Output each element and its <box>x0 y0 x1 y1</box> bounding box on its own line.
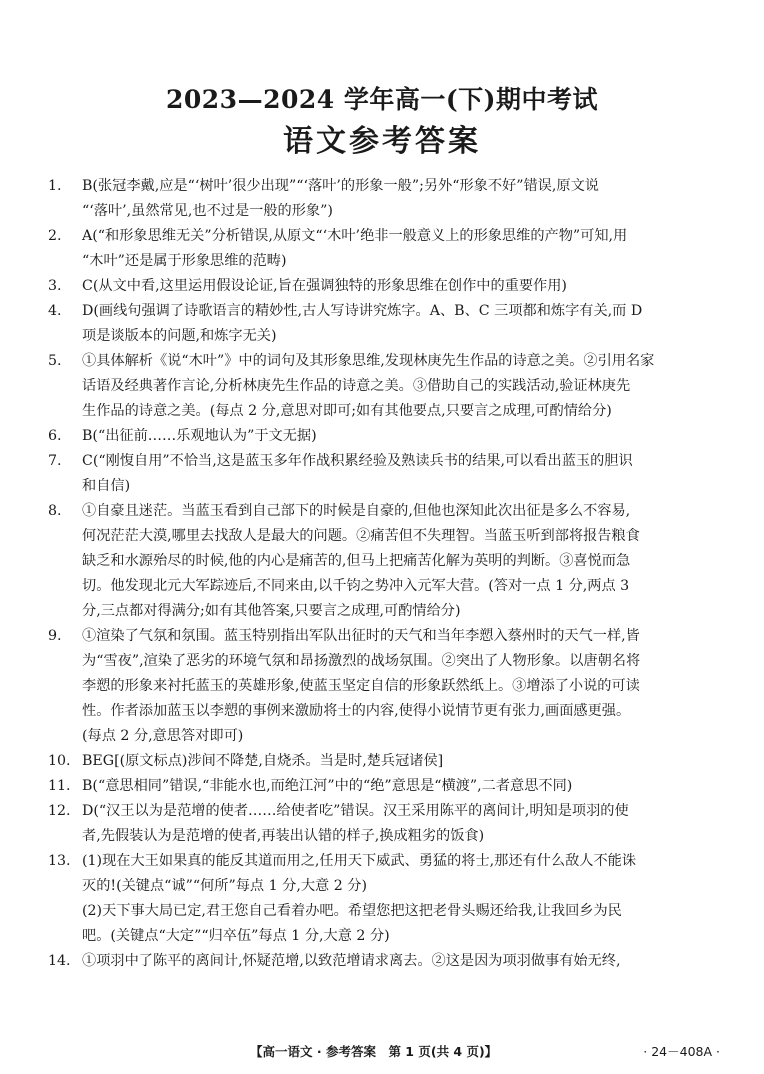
answer-item <box>48 349 720 424</box>
answer-item <box>48 499 720 624</box>
answer-item <box>48 624 720 749</box>
answer-number: 10. <box>48 753 71 769</box>
answer-text-line: 和自信) <box>82 478 131 494</box>
answer-number: 13. <box>48 853 71 869</box>
answer-text-line: (2)天下事大局已定,君王您自己看着办吧。希望您把这把老骨头赐还给我,让我回乡为民 <box>82 903 622 919</box>
answer-number: 4. <box>48 303 62 319</box>
answer-text-line: 灭的!(关键点“诚”“何所”每点 1 分,大意 2 分) <box>82 878 368 894</box>
answer-text-line: “‘落叶’,虽然常见,也不过是一般的形象”) <box>82 203 333 219</box>
exam-title: 2023—2024 学年高一(下)期中考试 <box>165 85 599 114</box>
answer-item <box>48 449 720 499</box>
answer-item <box>48 749 720 774</box>
answer-number: 2. <box>48 228 62 244</box>
answer-text-line: 何况茫茫大漠,哪里去找敌人是最大的问题。②痛苦但不失理智。当蓝玉听到部将报告粮食 <box>82 528 640 544</box>
answer-text-line: BEG[(原文标点)涉间不降楚,自烧杀。当是时,楚兵冠诸侯] <box>82 753 444 769</box>
answer-item <box>48 424 720 449</box>
answer-text-line: 吧。(关键点“大定”“归卒伍”每点 1 分,大意 2 分) <box>82 928 390 944</box>
answer-text-line: ①项羽中了陈平的离间计,怀疑范增,以致范增请求离去。②这是因为项羽做事有始无终, <box>82 953 621 969</box>
answer-item <box>48 299 720 349</box>
answer-text-line: 切。他发现北元大军踪迹后,不同来由,以千钧之势冲入元军大营。(答对一点 1 分,两点 3 <box>82 578 630 594</box>
answer-number: 11. <box>48 778 71 794</box>
answer-text-line: B(张冠李戴,应是“‘树叶’很少出现”“‘落叶’的形象一般”;另外“形象不好”错误,原文说 <box>82 178 599 194</box>
answer-number: 5. <box>48 353 62 369</box>
answer-text-line: ①具体解析《说“木叶”》中的词句及其形象思维,发现林庚先生作品的诗意之美。②引用名家 <box>82 353 655 369</box>
answers-list <box>48 174 720 974</box>
answer-number: 12. <box>48 803 71 819</box>
answer-text-line: 生作品的诗意之美。(每点 2 分,意思对即可;如有其他要点,只要言之成理,可酌情给分) <box>82 403 612 419</box>
answer-item <box>48 849 720 949</box>
answer-item <box>48 224 720 274</box>
answer-key-title: 语文参考答案 <box>283 124 481 159</box>
answer-number: 8. <box>48 503 62 519</box>
answer-text-line: B(“出征前……乐观地认为”于文无据) <box>82 428 317 444</box>
footer-page-label: 【高一语文 · 参考答案 第 1 页(共 4 页)】 <box>250 1044 498 1059</box>
answer-item <box>48 774 720 799</box>
answer-text-line: C(从文中看,这里运用假设论证,旨在强调独特的形象思维在创作中的重要作用) <box>82 278 567 294</box>
answer-text-line: D(画线句强调了诗歌语言的精妙性,古人写诗讲究炼字。A、B、C 三项都和炼字有关,而 D <box>82 303 643 319</box>
page-footer <box>0 1040 764 1064</box>
answer-text-line: “木叶”还是属于形象思维的范畴) <box>82 253 287 269</box>
answer-text-line: (1)现在大王如果真的能反其道而用之,任用天下威武、勇猛的将士,那还有什么敌人不能诛 <box>82 853 637 869</box>
answer-text-line: 性。作者添加蓝玉以李愬的事例来激励将士的内容,使得小说情节更有张力,画面感更强。 <box>82 703 631 719</box>
answer-text-line: 为“雪夜”,渲染了恶劣的环境气氛和昂扬激烈的战场氛围。②突出了人物形象。以唐朝名将 <box>82 653 641 669</box>
answer-number: 7. <box>48 453 62 469</box>
answer-item <box>48 274 720 299</box>
answer-text-line: A(“和形象思维无关”分析错误,从原文“‘木叶’绝非一般意义上的形象思维的产物”可知,用 <box>82 228 628 244</box>
answer-item <box>48 174 720 224</box>
answer-number: 9. <box>48 628 62 644</box>
answer-text-line: (每点 2 分,意思答对即可) <box>82 728 244 744</box>
answer-number: 1. <box>48 178 62 194</box>
answer-text-line: B(“意思相同”错误,“非能水也,而绝江河”中的“绝”意思是“横渡”,二者意思不同) <box>82 778 573 794</box>
answer-number: 6. <box>48 428 62 444</box>
footer-code: · 24－408A · <box>643 1044 720 1059</box>
answer-text-line: 者,先假装认为是范增的使者,再装出认错的样子,换成粗劣的饭食) <box>82 828 485 844</box>
answer-text-line: C(“刚愎自用”不恰当,这是蓝玉多年作战积累经验及熟读兵书的结果,可以看出蓝玉的胆识 <box>82 453 633 469</box>
answer-text-line: 缺乏和水源殆尽的时候,他的内心是痛苦的,但马上把痛苦化解为英明的判断。③喜悦而急 <box>82 553 631 569</box>
answer-number: 14. <box>48 953 71 969</box>
answer-text-line: ①自豪且迷茫。当蓝玉看到自己部下的时候是自豪的,但他也深知此次出征是多么不容易, <box>82 503 631 519</box>
answer-text-line: 话语及经典著作言论,分析林庚先生作品的诗意之美。③借助自己的实践活动,验证林庚先 <box>82 378 631 394</box>
answer-item <box>48 949 720 974</box>
answer-text-line: 李愬的形象来衬托蓝玉的英雄形象,使蓝玉坚定自信的形象跃然纸上。③增添了小说的可读 <box>82 678 640 694</box>
answer-item <box>48 799 720 849</box>
answer-text-line: ①渲染了气氛和氛围。蓝玉特别指出军队出征时的天气和当年李愬入蔡州时的天气一样,皆 <box>82 628 640 644</box>
answer-text-line: 项是谈版本的问题,和炼字无关) <box>82 328 277 344</box>
answer-number: 3. <box>48 278 62 294</box>
answer-text-line: D(“汉王以为是范增的使者……给使者吃”错误。汉王采用陈平的离间计,明知是项羽的使 <box>82 803 629 819</box>
answer-text-line: 分,三点都对得满分;如有其他答案,只要言之成理,可酌情给分) <box>82 603 461 619</box>
